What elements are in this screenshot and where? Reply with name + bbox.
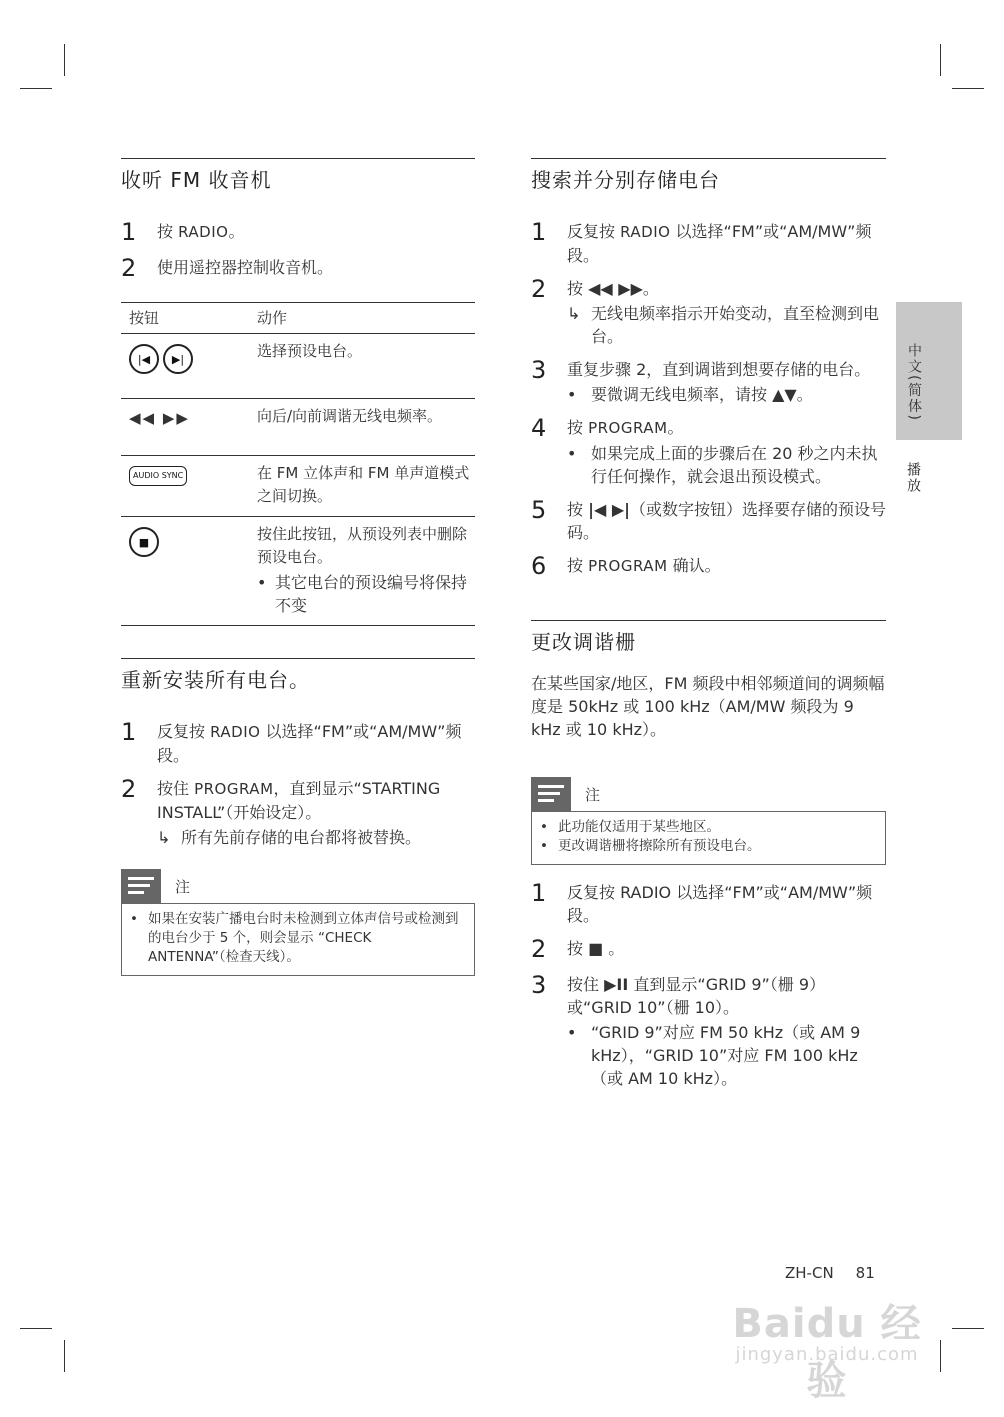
step-text: 使用遥控器控制收音机。: [157, 258, 334, 277]
step: [531, 935, 886, 963]
table-row: [121, 517, 475, 626]
table-row: [121, 456, 475, 517]
rewind-forward-icon: ◀◀ ▶▶: [121, 399, 257, 456]
step-text: 反复按 RADIO 以选择“FM”或“AM/MW”频段。: [157, 722, 462, 765]
section-title-search: 搜索并分别存储电台: [531, 158, 886, 196]
result-item: ↳ 无线电频率指示开始变动，直至检测到电台。: [567, 304, 880, 346]
step-number: 2: [121, 254, 137, 282]
note-item: • 更改调谐栅将擦除所有预设电台。: [540, 838, 761, 854]
left-column: [121, 158, 475, 976]
table-header-action: 动作: [257, 303, 475, 334]
note-label: 注: [585, 785, 601, 804]
section-title-fm: 收听 FM 收音机: [121, 158, 475, 196]
step-text: 按 |◀ ▶|（或数字按钮）选择要存储的预设号码。: [567, 500, 886, 542]
crop-mark: [940, 44, 941, 76]
bullet-item: • “GRID 9”对应 FM 50 kHz（或 AM 9 kHz），“GRID 10”对应 FM 100 kHz（或 AM 10 kHz）。: [567, 1023, 861, 1088]
table-row: [121, 399, 475, 456]
note-box: [121, 903, 475, 976]
side-tab-language: 中文(简体): [906, 342, 922, 422]
crop-mark: [952, 88, 984, 89]
footer: [785, 1264, 875, 1282]
note-label: 注: [175, 877, 191, 896]
side-section-label: 播放: [905, 462, 921, 494]
bullet-item: • 要微调无线电频率，请按 ▲▼。: [567, 385, 813, 404]
crop-mark: [20, 1328, 52, 1329]
step: [531, 218, 886, 267]
step-number: 1: [121, 218, 137, 246]
step-number: 6: [531, 552, 547, 580]
step: [531, 414, 886, 488]
table-cell-action: 向后/向前调谐无线电频率。: [257, 399, 475, 456]
table-cell-action: 选择预设电台。: [257, 334, 475, 399]
note-icon: [531, 777, 571, 811]
step-text: 重复步骤 2，直到调谐到想要存储的电台。: [567, 360, 871, 379]
section-title-grid: 更改调谐栅: [531, 620, 886, 658]
crop-mark: [20, 88, 52, 89]
table-header-button: 按钮: [121, 303, 257, 334]
grid-intro: 在某些国家/地区，FM 频段中相邻频道间的调频幅度是 50kHz 或 100 kHz（AM/MW 频段为 9 kHz 或 10 kHz）。: [531, 674, 885, 739]
step-text: 反复按 RADIO 以选择“FM”或“AM/MW”频段。: [567, 883, 873, 925]
section-title-reinstall: 重新安装所有电台。: [121, 658, 475, 696]
note-header: [121, 869, 475, 903]
step-number: 3: [531, 971, 547, 999]
step-number: 4: [531, 414, 547, 442]
stop-icon: ■: [129, 527, 159, 557]
footer-language: ZH-CN: [785, 1264, 834, 1282]
note-header: [531, 777, 886, 811]
step-text: 按 RADIO。: [157, 222, 245, 241]
result-item: ↳ 所有先前存储的电台都将被替换。: [157, 828, 422, 847]
table-cell-action: 在 FM 立体声和 FM 单声道模式之间切换。: [257, 456, 475, 517]
step: [121, 218, 475, 246]
button-table: [121, 302, 475, 626]
step-number: 5: [531, 496, 547, 524]
step: [531, 356, 886, 406]
note-item: • 如果在安装广播电台时未检测到立体声信号或检测到的电台少于 5 个，则会显示 “CHECK ANTENNA”（检查天线）。: [130, 911, 459, 965]
step: [121, 254, 475, 282]
step-number: 2: [531, 275, 547, 303]
step-number: 2: [121, 775, 137, 803]
note-box: [531, 811, 886, 865]
right-column: [531, 158, 886, 1098]
step-text: 按 PROGRAM。: [567, 418, 684, 437]
table-row: [121, 334, 475, 399]
step-number: 2: [531, 935, 547, 963]
step: [531, 552, 886, 580]
step-number: 1: [531, 879, 547, 907]
step-number: 3: [531, 356, 547, 384]
step: [121, 718, 475, 767]
audio-sync-icon: AUDIO SYNC: [129, 466, 187, 486]
note-icon: [121, 869, 161, 903]
step: [531, 971, 886, 1090]
bullet-item: • 其它电台的预设编号将保持不变: [257, 573, 468, 615]
crop-mark: [64, 1340, 65, 1372]
step-text: 按住 ▶II 直到显示“GRID 9”（栅 9）或“GRID 10”（栅 10）。: [567, 975, 826, 1017]
page-number: 81: [855, 1264, 875, 1282]
step-number: 1: [121, 718, 137, 746]
step-text: 按住 PROGRAM，直到显示“STARTING INSTALL”（开始设定）。: [157, 779, 441, 822]
step: [121, 775, 475, 849]
step-number: 1: [531, 218, 547, 246]
step: [531, 879, 886, 927]
bullet-item: • 如果完成上面的步骤后在 20 秒之内未执行任何操作，就会退出预设模式。: [567, 444, 878, 486]
step-text: 按 ◀◀ ▶▶。: [567, 279, 659, 298]
previous-icon: |◀: [129, 344, 159, 374]
watermark-url: jingyan.baidu.com: [735, 1344, 919, 1365]
watermark-logo: Baidu 经验: [732, 1301, 922, 1404]
step-text: 按 PROGRAM 确认。: [567, 556, 721, 575]
step: [531, 275, 886, 348]
next-icon: ▶|: [163, 344, 193, 374]
crop-mark: [952, 1328, 984, 1329]
crop-mark: [64, 44, 65, 76]
table-cell-action: 按住此按钮，从预设列表中删除预设电台。: [257, 525, 468, 566]
step-text: 反复按 RADIO 以选择“FM”或“AM/MW”频段。: [567, 222, 872, 265]
step-text: 按 ■ 。: [567, 939, 625, 958]
note-item: • 此功能仅适用于某些地区。: [540, 819, 720, 835]
step: [531, 496, 886, 544]
